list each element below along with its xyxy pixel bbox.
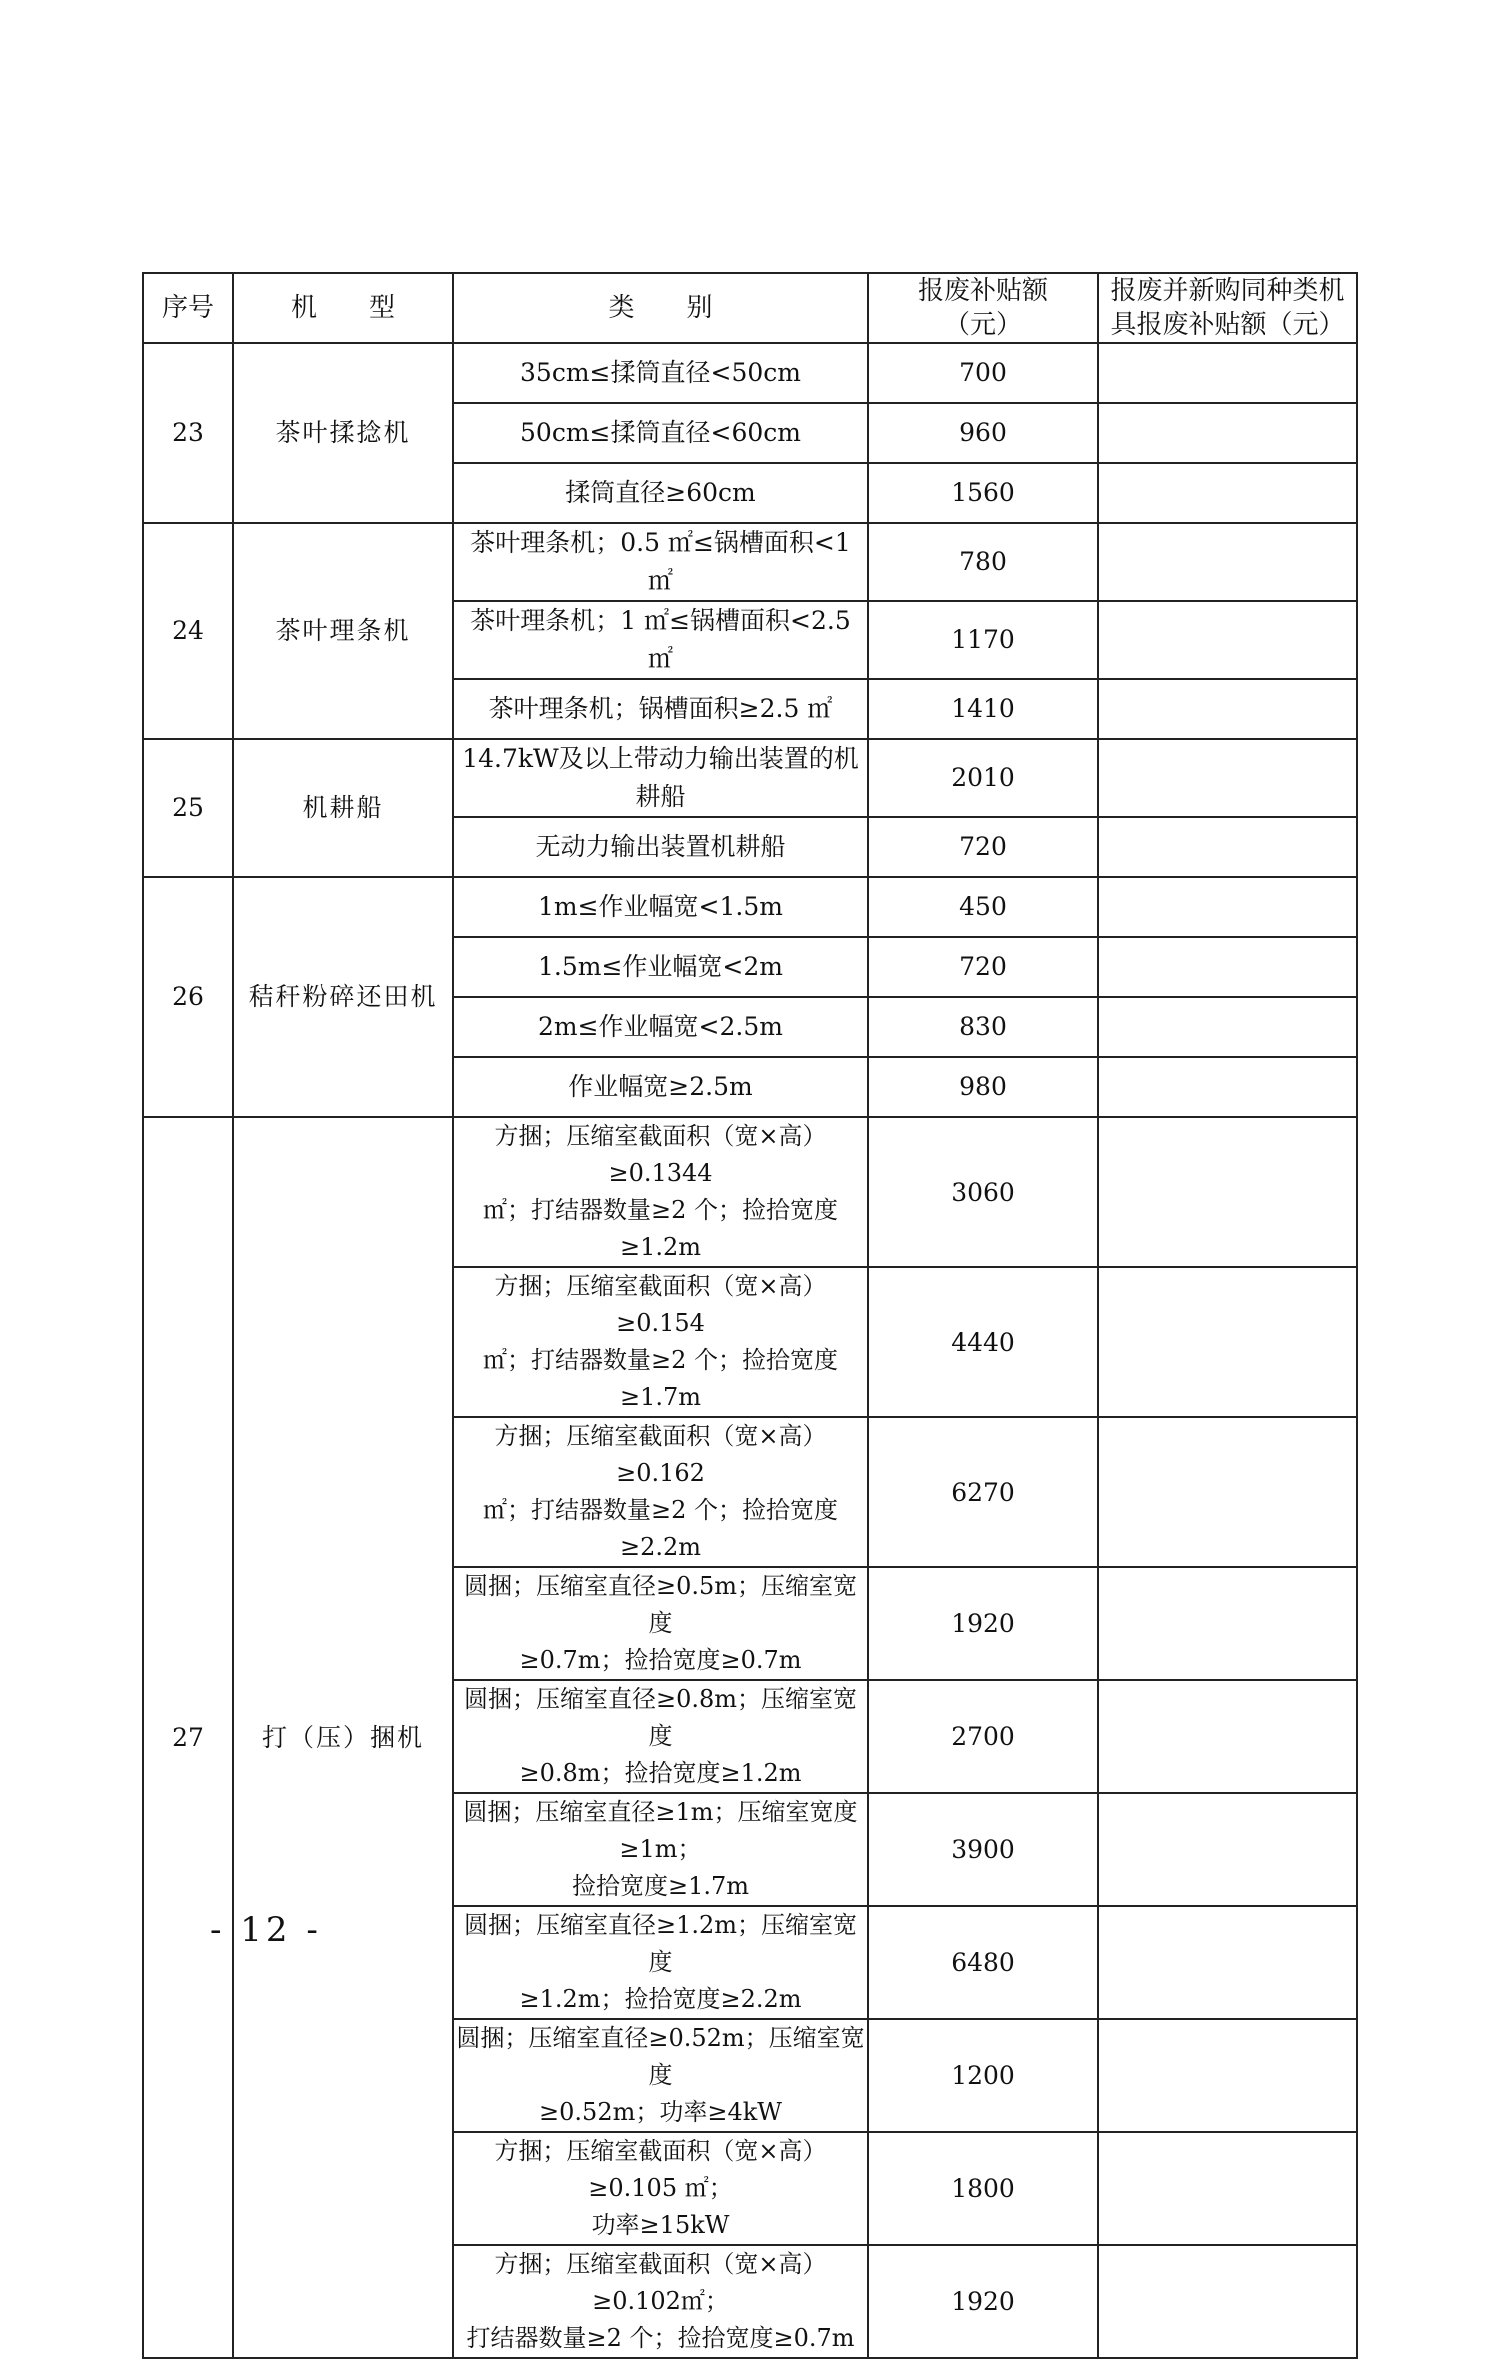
subsidy-amount: 4440 (868, 1267, 1098, 1417)
row-number: 26 (143, 877, 233, 1117)
subsidy-amount: 6480 (868, 1906, 1098, 2019)
subsidy-amount: 700 (868, 343, 1098, 403)
subsidy-amount: 1560 (868, 463, 1098, 523)
category-line: 圆捆；压缩室直径≥1.2m；压缩室宽度 (463, 1911, 858, 1976)
renew-subsidy-amount (1098, 817, 1357, 877)
subsidy-amount: 1920 (868, 2245, 1098, 2358)
category-cell (453, 1680, 868, 1793)
category-line: 方捆；压缩室截面积（宽×高）≥0.154 (494, 1272, 827, 1337)
category-cell (453, 937, 868, 997)
category-cell (453, 1793, 868, 1906)
renew-subsidy-amount (1098, 1906, 1357, 2019)
renew-subsidy-amount (1098, 1117, 1357, 1267)
machine-type: 机耕船 (233, 739, 453, 877)
header-subsidy-line1: 报废补贴额 (917, 276, 1048, 306)
category-line: 方捆；压缩室截面积（宽×高）≥0.105 ㎡； (494, 2137, 827, 2202)
subsidy-amount: 960 (868, 403, 1098, 463)
category-line: 揉筒直径≥60cm (565, 478, 756, 507)
renew-subsidy-amount (1098, 523, 1357, 601)
category-cell (453, 2245, 868, 2358)
category-line: 作业幅宽≥2.5m (568, 1072, 753, 1101)
category-line: 50cm≤揉筒直径<60cm (520, 418, 801, 447)
page-number: - 12 - (210, 1910, 322, 1950)
machine-type: 茶叶揉捻机 (233, 343, 453, 523)
category-cell (453, 1057, 868, 1117)
row-number: 27 (143, 1117, 233, 2358)
header-no: 序号 (143, 273, 233, 343)
renew-subsidy-amount (1098, 601, 1357, 679)
subsidy-amount: 2010 (868, 739, 1098, 817)
table-row (143, 739, 1357, 817)
subsidy-amount: 720 (868, 817, 1098, 877)
category-cell (453, 1267, 868, 1417)
table-row (143, 343, 1357, 403)
category-line: 打结器数量≥2 个；捡拾宽度≥0.7m (466, 2324, 855, 2352)
renew-subsidy-amount (1098, 1793, 1357, 1906)
header-renew-line2: 具报废补贴额（元） (1110, 310, 1345, 340)
category-line: 圆捆；压缩室直径≥0.52m；压缩室宽度 (456, 2024, 865, 2089)
category-line: 圆捆；压缩室直径≥0.8m；压缩室宽度 (463, 1685, 858, 1750)
category-line: ≥0.8m；捡拾宽度≥1.2m (519, 1759, 802, 1787)
subsidy-amount: 720 (868, 937, 1098, 997)
category-line: 茶叶理条机；锅槽面积≥2.5 ㎡ (488, 694, 833, 723)
renew-subsidy-amount (1098, 1057, 1357, 1117)
category-cell (453, 2132, 868, 2245)
category-line: 圆捆；压缩室直径≥1m；压缩室宽度≥1m； (463, 1798, 858, 1863)
category-cell (453, 1906, 868, 2019)
category-cell (453, 463, 868, 523)
category-line: 方捆；压缩室截面积（宽×高）≥0.162 (494, 1422, 827, 1487)
category-line: 无动力输出装置机耕船 (535, 832, 786, 861)
category-cell (453, 1117, 868, 1267)
header-category: 类 别 (453, 273, 868, 343)
category-line: 捡拾宽度≥1.7m (571, 1872, 750, 1900)
subsidy-table (142, 272, 1358, 2359)
category-line: 茶叶理条机；1 ㎡≤锅槽面积<2.5 ㎡ (470, 606, 851, 673)
category-line: ㎡；打结器数量≥2 个；捡拾宽度≥1.2m (482, 1196, 838, 1261)
category-cell (453, 343, 868, 403)
table-row (143, 1117, 1357, 1267)
category-line: 35cm≤揉筒直径<50cm (520, 358, 801, 387)
subsidy-amount: 450 (868, 877, 1098, 937)
header-subsidy (868, 273, 1098, 343)
category-line: ≥1.2m；捡拾宽度≥2.2m (519, 1985, 802, 2013)
subsidy-amount: 830 (868, 997, 1098, 1057)
renew-subsidy-amount (1098, 2132, 1357, 2245)
subsidy-amount: 3900 (868, 1793, 1098, 1906)
machine-type: 打（压）捆机 (233, 1117, 453, 2358)
category-line: 茶叶理条机；0.5 ㎡≤锅槽面积<1 ㎡ (470, 528, 851, 595)
subsidy-amount: 780 (868, 523, 1098, 601)
renew-subsidy-amount (1098, 2019, 1357, 2132)
renew-subsidy-amount (1098, 1680, 1357, 1793)
category-line: 圆捆；压缩室直径≥0.5m；压缩室宽度 (463, 1572, 858, 1637)
category-line: 方捆；压缩室截面积（宽×高）≥0.1344 (494, 1122, 827, 1187)
table-row (143, 877, 1357, 937)
renew-subsidy-amount (1098, 1417, 1357, 1567)
renew-subsidy-amount (1098, 403, 1357, 463)
subsidy-amount: 6270 (868, 1417, 1098, 1567)
machine-type: 茶叶理条机 (233, 523, 453, 739)
category-cell (453, 739, 868, 817)
renew-subsidy-amount (1098, 463, 1357, 523)
header-renew-line1: 报废并新购同种类机 (1110, 276, 1345, 306)
header-renew-subsidy (1098, 273, 1357, 343)
header-machine-type: 机 型 (233, 273, 453, 343)
category-line: 2m≤作业幅宽<2.5m (538, 1012, 783, 1041)
subsidy-amount: 2700 (868, 1680, 1098, 1793)
category-cell (453, 679, 868, 739)
subsidy-amount: 1800 (868, 2132, 1098, 2245)
table-row (143, 523, 1357, 601)
renew-subsidy-amount (1098, 2245, 1357, 2358)
header-subsidy-line2: （元） (943, 310, 1022, 340)
row-number: 24 (143, 523, 233, 739)
category-line: ㎡；打结器数量≥2 个；捡拾宽度≥2.2m (482, 1496, 838, 1561)
subsidy-amount: 980 (868, 1057, 1098, 1117)
subsidy-amount: 1200 (868, 2019, 1098, 2132)
category-cell (453, 877, 868, 937)
category-cell (453, 1417, 868, 1567)
row-number: 23 (143, 343, 233, 523)
renew-subsidy-amount (1098, 937, 1357, 997)
header-row (143, 273, 1357, 343)
subsidy-amount: 1920 (868, 1567, 1098, 1680)
category-line: ≥0.52m；功率≥4kW (539, 2098, 782, 2126)
category-cell (453, 523, 868, 601)
machine-type: 秸秆粉碎还田机 (233, 877, 453, 1117)
category-cell (453, 817, 868, 877)
renew-subsidy-amount (1098, 343, 1357, 403)
category-line: 功率≥15kW (591, 2211, 730, 2239)
row-number: 25 (143, 739, 233, 877)
renew-subsidy-amount (1098, 739, 1357, 817)
subsidy-amount: 1170 (868, 601, 1098, 679)
category-cell (453, 2019, 868, 2132)
category-cell (453, 403, 868, 463)
category-line: 1.5m≤作业幅宽<2m (538, 952, 783, 981)
table-body (143, 343, 1357, 2358)
renew-subsidy-amount (1098, 877, 1357, 937)
renew-subsidy-amount (1098, 1267, 1357, 1417)
category-line: 方捆；压缩室截面积（宽×高）≥0.102㎡； (494, 2250, 827, 2315)
category-line: ㎡；打结器数量≥2 个；捡拾宽度≥1.7m (482, 1346, 838, 1411)
category-line: ≥0.7m；捡拾宽度≥0.7m (519, 1646, 802, 1674)
subsidy-amount: 1410 (868, 679, 1098, 739)
renew-subsidy-amount (1098, 997, 1357, 1057)
category-cell (453, 997, 868, 1057)
category-cell (453, 601, 868, 679)
renew-subsidy-amount (1098, 679, 1357, 739)
subsidy-amount: 3060 (868, 1117, 1098, 1267)
category-line: 14.7kW及以上带动力输出装置的机耕船 (462, 744, 859, 811)
category-cell (453, 1567, 868, 1680)
category-line: 1m≤作业幅宽<1.5m (538, 892, 783, 921)
renew-subsidy-amount (1098, 1567, 1357, 1680)
